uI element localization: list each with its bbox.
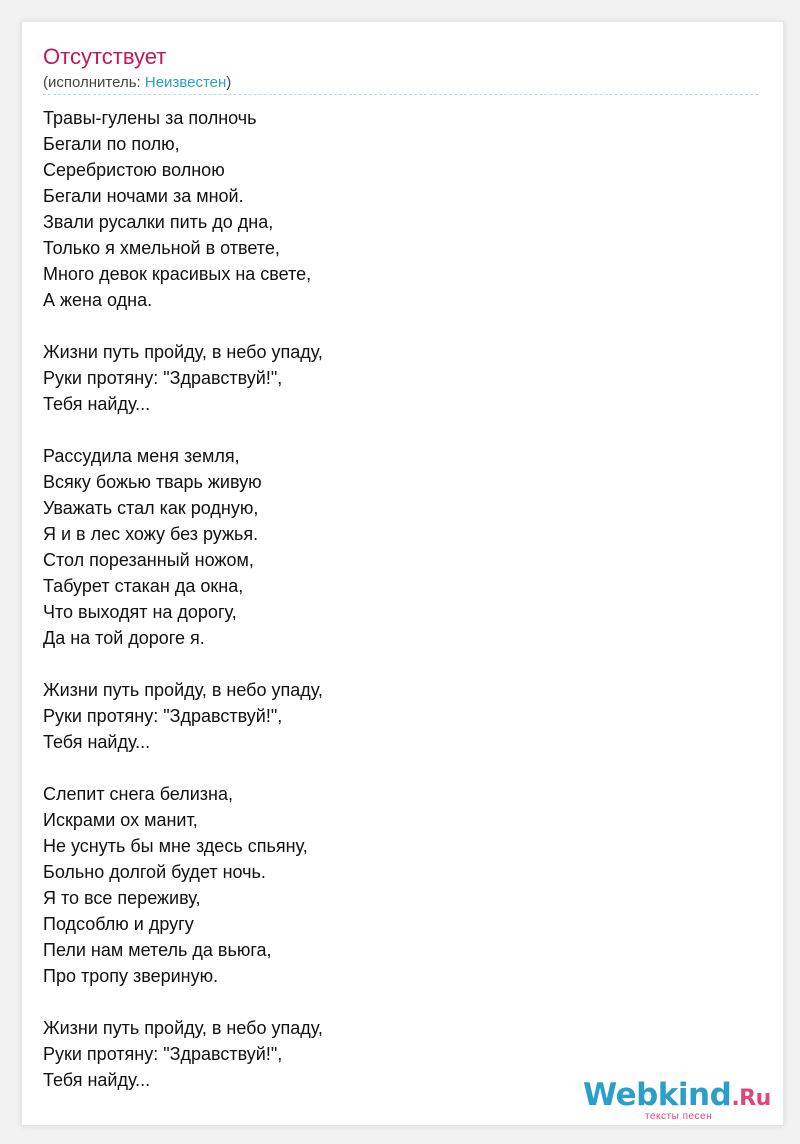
lyrics-body: [43, 105, 758, 1119]
lyrics-line: Бегали ночами за мной.: [43, 186, 244, 206]
lyrics-line: Табурет стакан да окна,: [43, 576, 244, 596]
lyrics-line: Много девок красивых на свете,: [43, 264, 312, 284]
lyrics-line: Руки протяну: "Здравствуй!",: [43, 368, 283, 388]
artist-line: [43, 74, 231, 91]
logo-tld: .Ru: [731, 1086, 771, 1111]
lyrics-line: Про тропу звериную.: [43, 966, 219, 986]
title-divider: [43, 94, 758, 95]
lyrics-sheet: [21, 21, 784, 1126]
artist-suffix: ): [226, 74, 232, 91]
lyrics-stanza: [43, 677, 758, 755]
song-title: Отсутствует: [43, 44, 167, 69]
lyrics-line: Бегали по полю,: [43, 134, 180, 154]
lyrics-line: А жена одна.: [43, 290, 153, 310]
site-logo[interactable]: [583, 1077, 783, 1121]
lyrics-line: Тебя найду...: [43, 394, 151, 414]
lyrics-line: Подсоблю и другу: [43, 914, 194, 934]
artist-prefix: (исполнитель:: [43, 74, 145, 91]
lyrics-line: Рассудила меня земля,: [43, 446, 240, 466]
lyrics-line: Пели нам метель да вьюга,: [43, 940, 272, 960]
lyrics-line: Жизни путь пройду, в небо упаду,: [43, 1018, 323, 1038]
lyrics-line: Руки протяну: "Здравствуй!",: [43, 1044, 283, 1064]
lyrics-line: Да на той дороге я.: [43, 628, 205, 648]
lyrics-stanza: [43, 339, 758, 417]
logo-wordmark: [583, 1077, 771, 1113]
lyrics-line: Что выходят на дорогу,: [43, 602, 237, 622]
lyrics-line: Всяку божью тварь живую: [43, 472, 262, 492]
lyrics-line: Я то все переживу,: [43, 888, 201, 908]
lyrics-line: Серебристою волною: [43, 160, 225, 180]
lyrics-line: Жизни путь пройду, в небо упаду,: [43, 680, 323, 700]
lyrics-line: Руки протяну: "Здравствуй!",: [43, 706, 283, 726]
lyrics-line: Не уснуть бы мне здесь спьяну,: [43, 836, 308, 856]
logo-name: Webkind: [583, 1077, 732, 1113]
lyrics-line: Звали русалки пить до дна,: [43, 212, 274, 232]
lyrics-line: Тебя найду...: [43, 732, 151, 752]
lyrics-line: Слепит снега белизна,: [43, 784, 233, 804]
lyrics-line: Больно долгой будет ночь.: [43, 862, 266, 882]
lyrics-line: Травы-гулены за полночь: [43, 108, 257, 128]
lyrics-line: Тебя найду...: [43, 1070, 151, 1090]
lyrics-stanza: [43, 105, 758, 313]
lyrics-line: Искрами ох манит,: [43, 810, 198, 830]
lyrics-line: Я и в лес хожу без ружья.: [43, 524, 259, 544]
lyrics-stanza: [43, 443, 758, 651]
logo-tagline: тексты песен: [645, 1111, 713, 1122]
lyrics-line: Жизни путь пройду, в небо упаду,: [43, 342, 323, 362]
artist-link[interactable]: Неизвестен: [144, 74, 227, 91]
lyrics-line: Уважать стал как родную,: [43, 498, 259, 518]
lyrics-stanza: [43, 781, 758, 989]
lyrics-line: Стол порезанный ножом,: [43, 550, 254, 570]
lyrics-line: Только я хмельной в ответе,: [43, 238, 280, 258]
